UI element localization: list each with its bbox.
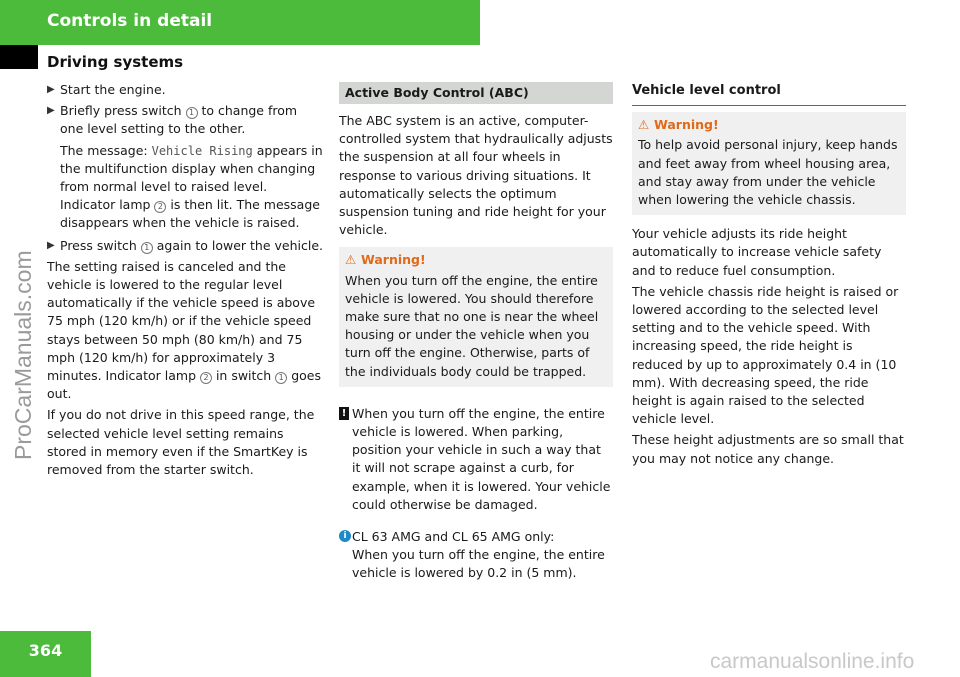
warning-triangle-icon: ⚠ xyxy=(638,117,650,133)
column-left xyxy=(47,81,323,482)
callout-number-icon: 2 xyxy=(200,372,212,384)
paragraph-abc-intro: The ABC system is an active, computer-controlled system that hydraulically adjusts the suspension at all four wheels in response to various driving situations. It automatically selects the optimum suspension tuning and ride height for your vehicle. xyxy=(339,113,613,238)
chapter-title: Controls in detail xyxy=(47,11,213,31)
heading-abc: Active Body Control (ABC) xyxy=(339,82,613,104)
info-note-amg: i CL 63 AMG and CL 65 AMG only: When you turn off the engine, the entire vehicle is lowered by 0.2 in (5 mm). xyxy=(339,528,613,583)
paragraph-ride-height: Your vehicle adjusts its ride height automatically to increase vehicle safety and to reduce fuel consumption. xyxy=(632,226,882,278)
warning-box-level xyxy=(632,112,906,215)
warning-title: ⚠ Warning! xyxy=(638,116,900,134)
page-number: 364 xyxy=(28,641,63,660)
column-middle xyxy=(339,82,613,583)
step-arrow-icon: ▶ xyxy=(47,84,55,95)
callout-number-icon: 1 xyxy=(141,242,153,254)
exclamation-icon: ! xyxy=(339,407,349,420)
warning-title: ⚠ Warning! xyxy=(345,251,607,269)
info-icon: i xyxy=(339,530,351,542)
paragraph-memory: If you do not drive in this speed range, the selected vehicle level setting remains stored in memory even if the SmartKey is removed from the starter switch. xyxy=(47,407,315,478)
step-arrow-icon: ▶ xyxy=(47,239,55,251)
heading-vehicle-level: Vehicle level control xyxy=(632,82,906,106)
callout-number-icon: 2 xyxy=(154,201,166,213)
callout-number-icon: 1 xyxy=(275,372,287,384)
display-message: Vehicle Rising xyxy=(151,143,253,158)
section-title: Driving systems xyxy=(47,53,184,71)
step-arrow-icon: ▶ xyxy=(47,105,55,117)
step-lower-vehicle: ▶ Press switch 1 again to lower the vehicle. xyxy=(47,237,323,255)
paragraph-adjustments: These height adjustments are so small that you may not notice any change. xyxy=(632,432,904,466)
paragraph-chassis-height: The vehicle chassis ride height is raised or lowered according to the selected level setting and to the vehicle speed. With increasing speed, the ride height is reduced by up to approximately 0.4 in (10 mm). With decreasing speed, the ride height is again raised to the selected vehicle level. xyxy=(632,283,899,427)
warning-text: To help avoid personal injury, keep hands and feet away from wheel housing area, and stay away from under the vehicle when lowering the vehicle chassis. xyxy=(638,137,898,208)
watermark-side: ProCarManuals.com xyxy=(10,250,36,460)
note-damage: ! When you turn off the engine, the entire vehicle is lowered. When parking, position your vehicle in such a way that it will not scrape against a curb, for example, when it is lowered. Your vehicle could otherwise be damaged. xyxy=(339,405,613,514)
message-description: The message: Vehicle Rising appears in the multifunction display when changing from normal level to raised level. Indicator lamp 2 is then lit. The message disappears when the vehicle is raised. xyxy=(60,142,323,231)
paragraph-auto-lowering: The setting raised is canceled and the vehicle is lowered to the regular level automatically if the vehicle speed is above 75 mph (120 km/h) or if the vehicle speed stays between 50 mph (80 km/h) and 75 mph (120 km/h) for approximately 3 minutes. Indicator lamp 2 in switch 1 goes out. xyxy=(47,258,321,402)
step-press-switch: ▶ Briefly press switch 1 to change from one level setting to the other. xyxy=(47,103,298,137)
column-right xyxy=(632,82,906,471)
step-start-engine: ▶ Start the engine. xyxy=(47,81,323,99)
warning-text: When you turn off the engine, the entire vehicle is lowered. You should therefore make sure that no one is near the wheel housing or under the vehicle when you turn off the engine. Otherwise, parts of the individuals body could be trapped. xyxy=(345,272,599,379)
callout-number-icon: 1 xyxy=(186,107,198,119)
watermark-bottom: carmanualsonline.info xyxy=(710,650,915,673)
warning-triangle-icon: ⚠ xyxy=(345,252,357,268)
warning-box-abc xyxy=(339,247,613,386)
section-tab-marker xyxy=(0,45,38,69)
